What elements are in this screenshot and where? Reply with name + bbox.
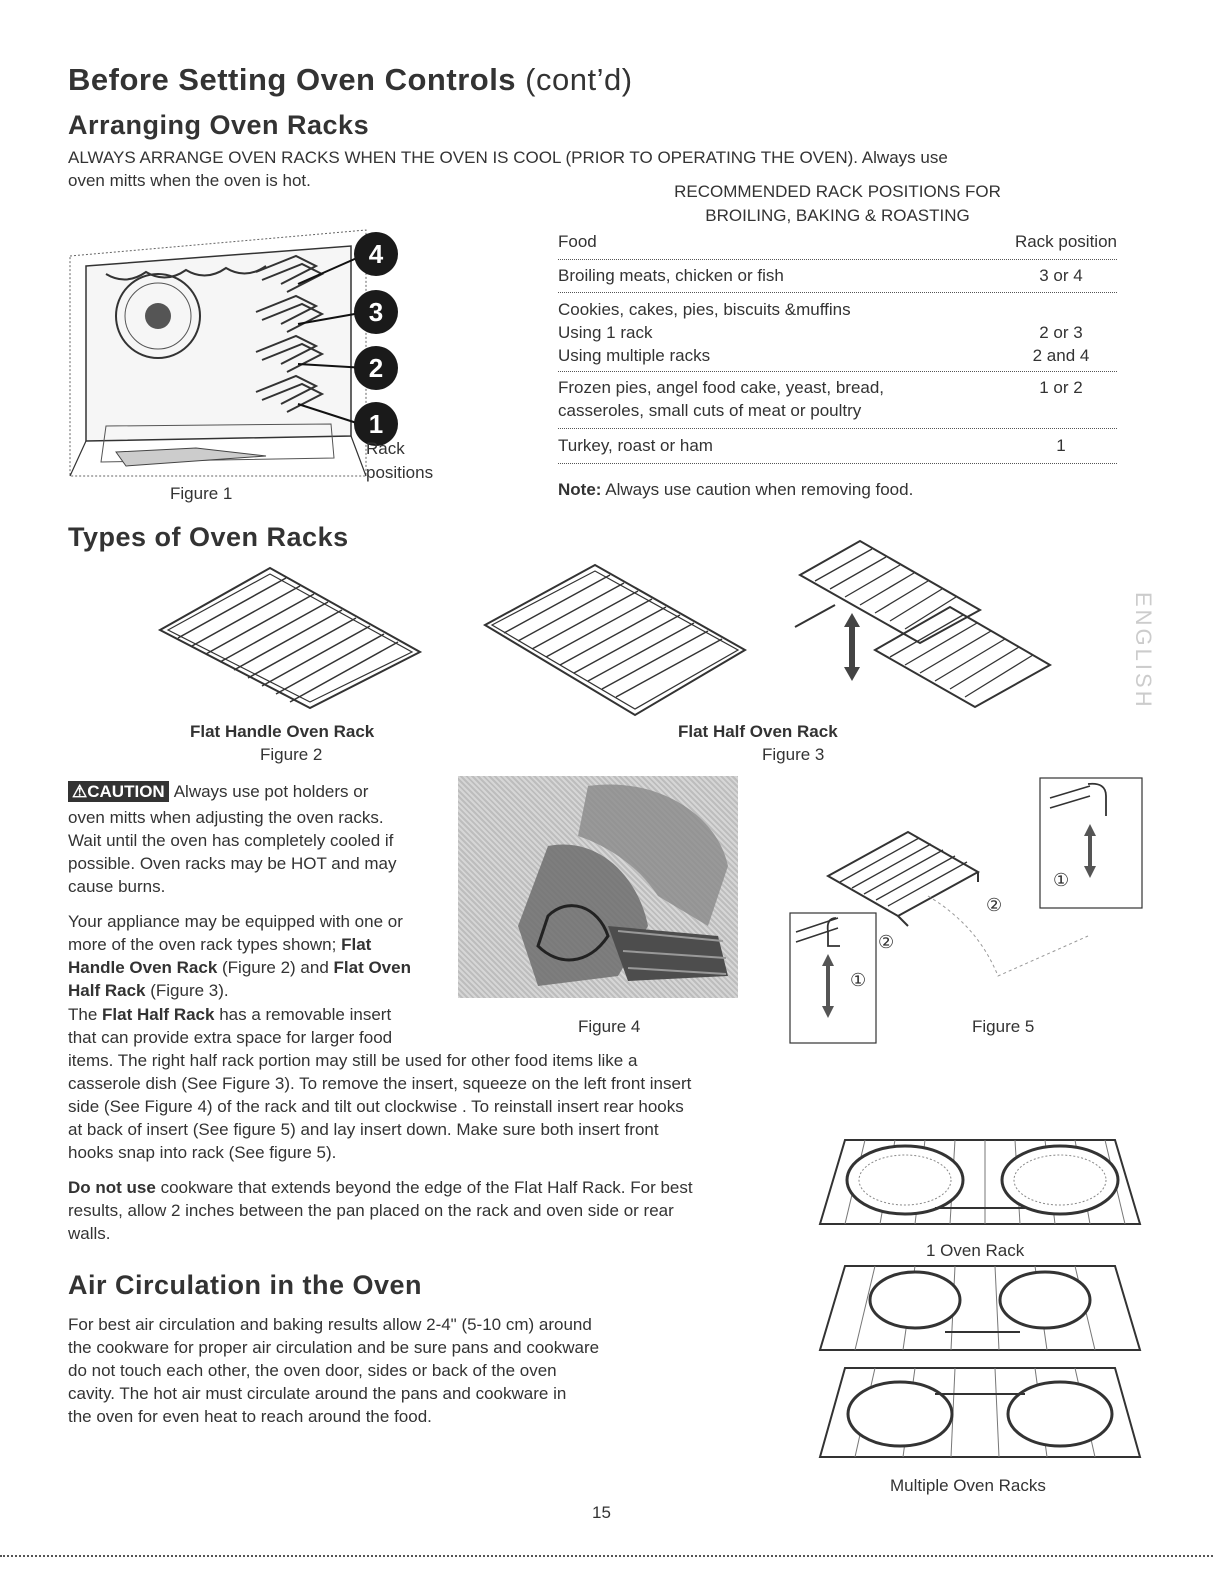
caution-line: oven mitts when adjusting the oven racks. <box>68 808 384 827</box>
table-row-food: Frozen pies, angel food cake, yeast, bread, <box>558 378 885 397</box>
rack-positions-label-2: positions <box>366 463 434 482</box>
p2-line: casserole dish (See Figure 3). To remove the insert, squeeze on the left front insert <box>68 1074 692 1093</box>
p2-line: at back of insert (See figure 5) and lay insert down. Make sure both insert front <box>68 1120 659 1139</box>
p2-text: The <box>68 1005 103 1024</box>
table-divider <box>558 371 1117 372</box>
table-row-position: 3 or 4 <box>1039 266 1083 285</box>
multiple-oven-racks-illustration <box>815 1262 1145 1467</box>
table-row-food: Cookies, cakes, pies, biscuits &muffins <box>558 300 851 319</box>
p1-text: more of the oven rack types shown; <box>68 935 342 954</box>
table-divider <box>558 463 1117 464</box>
air-line: cavity. The hot air must circulate around the pans and cookware in <box>68 1384 567 1403</box>
language-side-tab: ENGLISH <box>1131 592 1156 710</box>
figure5-step-mark: ① <box>1053 870 1070 890</box>
flat-half-rack-name: Flat Half Oven Rack <box>678 722 838 741</box>
page-title <box>68 62 633 98</box>
caution-line1: Always use pot holders or <box>173 782 369 801</box>
table-title-line2: BROILING, BAKING & ROASTING <box>705 206 970 225</box>
caution-badge: ⚠CAUTION <box>68 781 169 802</box>
caution-line: Wait until the oven has completely cooled if <box>68 831 394 850</box>
table-divider <box>558 292 1117 293</box>
table-row-position: 2 and 4 <box>1032 346 1090 365</box>
p1-text: (Figure 3). <box>145 981 229 1000</box>
p2-line: items. The right half rack portion may still be used for other food items like a <box>68 1051 638 1070</box>
table-row-food: Broiling meats, chicken or fish <box>558 266 784 285</box>
p3-line: results, allow 2 inches between the pan placed on the rack and oven side or rear <box>68 1201 674 1220</box>
flat-handle-rack-illustration <box>150 560 430 710</box>
air-circulation-heading: Air Circulation in the Oven <box>68 1270 423 1300</box>
air-line: the cookware for proper air circulation and be sure pans and cookware <box>68 1338 600 1357</box>
arranging-intro-line2: oven mitts when the oven is hot. <box>68 171 311 190</box>
figure5-caption: Figure 5 <box>972 1017 1035 1036</box>
table-row-food: Using multiple racks <box>558 346 711 365</box>
figure3-caption: Figure 3 <box>762 745 825 764</box>
page-number: 15 <box>592 1503 611 1522</box>
arranging-heading: Arranging Oven Racks <box>68 110 370 140</box>
figure5-step-mark: ② <box>878 932 895 952</box>
table-row-food: Using 1 rack <box>558 323 653 342</box>
p2-text: has a removable insert <box>214 1005 392 1024</box>
figure2-caption: Figure 2 <box>260 745 323 764</box>
title-normal: (cont’d) <box>525 62 633 97</box>
note-text: Always use caution when removing food. <box>605 480 914 499</box>
p2-line: hooks snap into rack (See figure 5). <box>68 1143 337 1162</box>
air-line: For best air circulation and baking results allow 2-4" (5-10 cm) around <box>68 1315 592 1334</box>
p1-bold: Flat <box>341 935 372 954</box>
table-divider <box>558 428 1117 429</box>
p1-bold: Handle Oven Rack <box>68 958 218 977</box>
air-line: the oven for even heat to reach around the food. <box>68 1407 432 1426</box>
figure5-step-mark: ① <box>850 970 867 990</box>
table-row-position: 1 <box>1056 436 1066 455</box>
one-oven-rack-caption: 1 Oven Rack <box>926 1241 1025 1260</box>
flat-handle-rack-name: Flat Handle Oven Rack <box>190 722 375 741</box>
p3-bold: Do not use <box>68 1178 156 1197</box>
note-label: Note: <box>558 480 602 499</box>
rack-position-badge: 3 <box>368 297 384 327</box>
p3-text: cookware that extends beyond the edge of the Flat Half Rack. For best <box>155 1178 693 1197</box>
p1-bold: Flat Oven <box>333 958 411 977</box>
figure5-step-mark: ② <box>986 895 1003 915</box>
flat-half-rack-illustration <box>480 535 1060 725</box>
figure4-hand-photo <box>458 776 738 998</box>
figure4-caption: Figure 4 <box>578 1017 641 1036</box>
table-row-position: 1 or 2 <box>1039 378 1083 397</box>
title-bold: Before Setting Oven Controls <box>68 62 517 97</box>
rack-position-badge: 1 <box>368 409 384 439</box>
figure1-caption: Figure 1 <box>170 484 233 503</box>
p2-line: that can provide extra space for larger food <box>68 1028 393 1047</box>
p1-bold: Half Rack <box>68 981 146 1000</box>
p2-line: side (See Figure 4) of the rack and tilt out clockwise . To reinstall insert rear hooks <box>68 1097 684 1116</box>
air-line: do not touch each other, the oven door, sides or back of the oven <box>68 1361 557 1380</box>
caution-line: possible. Oven racks may be HOT and may <box>68 854 397 873</box>
one-oven-rack-illustration <box>815 1136 1145 1236</box>
table-row-food: casseroles, small cuts of meat or poultry <box>558 401 862 420</box>
rack-position-badge: 2 <box>368 353 384 383</box>
rack-positions-table <box>558 180 1120 510</box>
table-header-position: Rack position <box>1014 232 1117 251</box>
caution-line: cause burns. <box>68 877 166 896</box>
p1-line: Your appliance may be equipped with one or <box>68 912 403 931</box>
p3-line: walls. <box>68 1224 111 1243</box>
p2-bold: Flat Half Rack <box>102 1005 215 1024</box>
rack-positions-label-1: Rack <box>366 439 405 458</box>
table-divider <box>558 259 1117 260</box>
types-heading: Types of Oven Racks <box>68 522 349 552</box>
table-title-line1: RECOMMENDED RACK POSITIONS FOR <box>674 182 1001 201</box>
rack-position-badge: 4 <box>368 239 384 269</box>
arranging-intro-line1: ALWAYS ARRANGE OVEN RACKS WHEN THE OVEN IS COOL (PRIOR TO OPERATING THE OVEN). Always use <box>68 148 948 167</box>
table-row-food: Turkey, roast or ham <box>558 436 713 455</box>
p1-text: (Figure 2) and <box>217 958 334 977</box>
rack-badges <box>354 232 398 446</box>
multiple-oven-racks-caption: Multiple Oven Racks <box>890 1476 1046 1495</box>
figure5-insert-illustration <box>788 776 1148 1046</box>
table-row-position: 2 or 3 <box>1039 323 1083 342</box>
table-header-food: Food <box>558 232 597 251</box>
page-bottom-border <box>0 1555 1213 1557</box>
